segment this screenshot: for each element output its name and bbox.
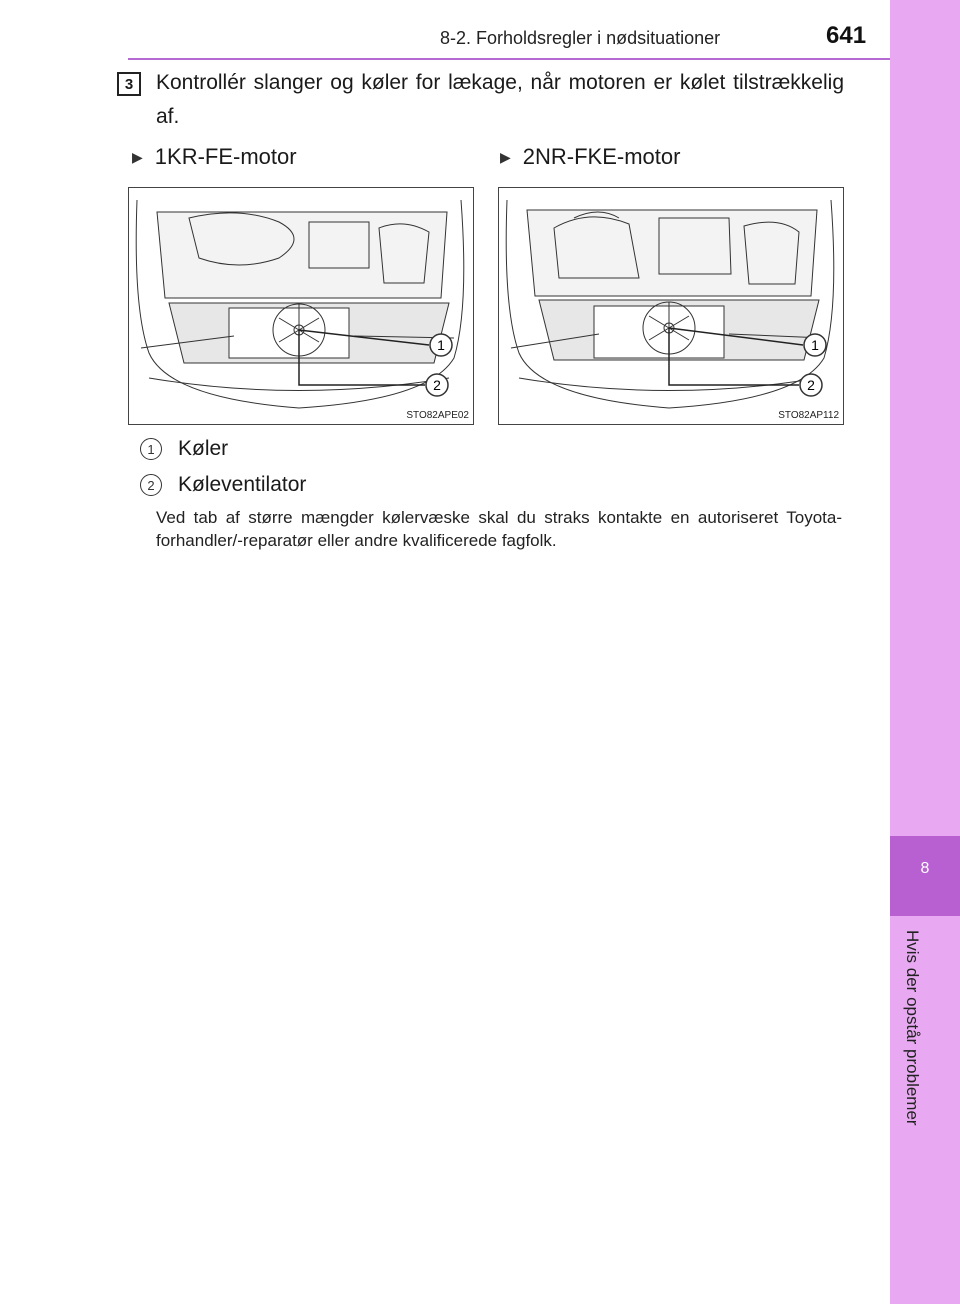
callout-1 [430, 334, 452, 356]
step-instruction: Kontrollér slanger og køler for lækage, når motoren er kølet tilstrækkelig af. [156, 71, 844, 128]
chapter-title: Hvis der opstår problemer [903, 930, 922, 1126]
svg-text:1: 1 [437, 337, 445, 353]
engine-figure-2nr [498, 187, 844, 425]
engine-bay-illustration [499, 188, 844, 425]
legend-label: Køleventilator [178, 473, 307, 496]
callout-2 [426, 374, 448, 396]
header-divider [128, 58, 890, 60]
chapter-number: 8 [920, 860, 930, 877]
figure-caption-2nr [500, 144, 680, 170]
section-title: 8-2. Forholdsregler i nødsituationer [440, 28, 721, 48]
legend-label: Køler [178, 437, 229, 460]
triangle-right-icon: ▶ [132, 148, 143, 165]
legend-item-radiator [140, 437, 228, 461]
engine-bay-illustration [129, 188, 474, 425]
figure-caption-text: 1KR-FE-motor [154, 144, 297, 169]
callout-2 [800, 374, 822, 396]
triangle-right-icon: ▶ [500, 148, 511, 165]
svg-text:1: 1 [811, 337, 819, 353]
figure-code: STO82AP112 [778, 410, 839, 421]
page-number: 641 [826, 22, 867, 49]
figure-code: STO82APE02 [406, 410, 469, 421]
callout-1 [804, 334, 826, 356]
figure-caption-text: 2NR-FKE-motor [522, 144, 681, 169]
figure-caption-1kr [132, 144, 297, 170]
note-text: Ved tab af større mængder kølervæske skal du straks kontakte en autoriseret Toyota-forhandler/-reparatør eller andre kvalificerede fagfolk. [156, 508, 842, 550]
svg-text:2: 2 [433, 377, 441, 393]
legend-number: 1 [140, 438, 162, 460]
engine-figure-1kr [128, 187, 474, 425]
legend-item-fan [140, 473, 306, 497]
svg-text:2: 2 [807, 377, 815, 393]
step-number: 3 [117, 72, 141, 96]
legend-number: 2 [140, 474, 162, 496]
